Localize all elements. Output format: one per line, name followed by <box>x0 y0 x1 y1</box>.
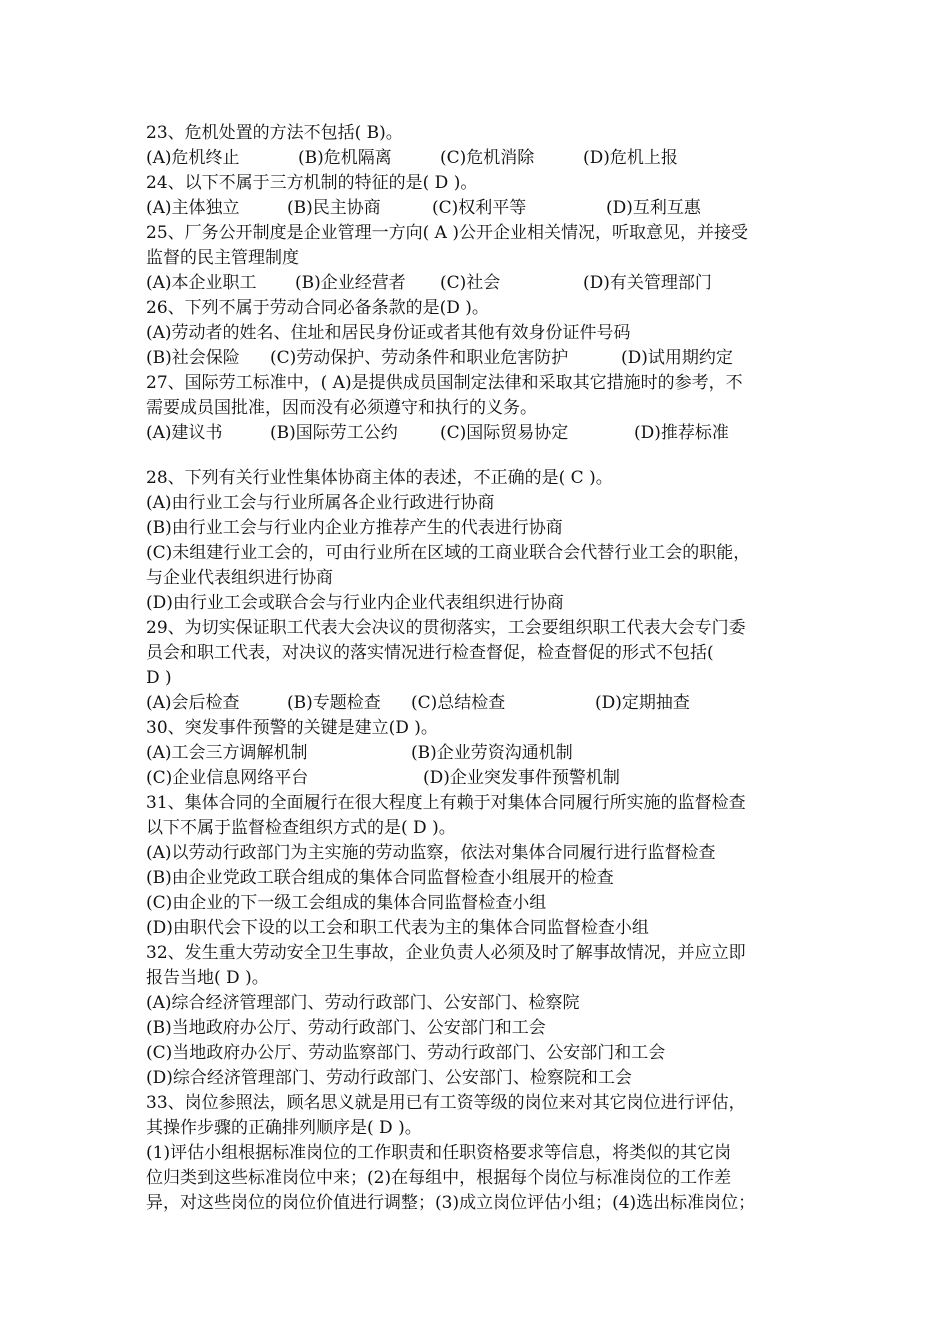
q32-stem-line2: 报告当地( D )。 <box>146 968 269 988</box>
q25-stem-line2: 监督的民主管理制度 <box>146 248 299 268</box>
q30-options-cd <box>146 766 826 791</box>
q33-stem-line2: 其操作步骤的正确排列顺序是( D )。 <box>146 1118 422 1138</box>
q30-option-c: (C)企业信息网络平台 <box>146 768 309 788</box>
q33-body-line2: 位归类到这些标准岗位中来；(2)在每组中，根据每个岗位与标准岗位的工作差 <box>146 1168 732 1188</box>
q24-option-a: (A)主体独立 <box>146 198 240 218</box>
q29-option-c: (C)总结检查 <box>411 693 506 713</box>
q26-option-c: (C)劳动保护、劳动条件和职业危害防护 <box>270 348 569 368</box>
q31-option-b: (B)由企业党政工联合组成的集体合同监督检查小组展开的检查 <box>146 868 614 888</box>
q33-stem-line1: 33、岗位参照法，顾名思义就是用已有工资等级的岗位来对其它岗位进行评估， <box>146 1093 746 1113</box>
q27-option-c: (C)国际贸易协定 <box>440 423 569 443</box>
q24-option-d: (D)互利互惠 <box>606 198 701 218</box>
q23-option-a: (A)危机终止 <box>146 148 240 168</box>
q28-option-b: (B)由行业工会与行业内企业方推荐产生的代表进行协商 <box>146 518 563 538</box>
q30-option-d: (D)企业突发事件预警机制 <box>423 768 620 788</box>
q25-option-c: (C)社会 <box>440 273 501 293</box>
q28-stem: 28、下列有关行业性集体协商主体的表述，不正确的是( C )。 <box>146 468 613 488</box>
q31-stem-line2: 以下不属于监督检查组织方式的是( D )。 <box>146 818 456 838</box>
question-list <box>146 121 826 1216</box>
q23-option-b: (B)危机隔离 <box>298 148 392 168</box>
q23-option-c: (C)危机消除 <box>440 148 535 168</box>
q27-stem-line2: 需要成员国批准，因而没有必须遵守和执行的义务。 <box>146 398 537 418</box>
q26-stem: 26、下列不属于劳动合同必备条款的是(D )。 <box>146 298 489 318</box>
q28-option-d: (D)由行业工会或联合会与行业内企业代表组织进行协商 <box>146 593 564 613</box>
q30-options-ab <box>146 741 826 766</box>
q25-options <box>146 271 826 296</box>
q23-option-d: (D)危机上报 <box>583 148 678 168</box>
q27-option-a: (A)建议书 <box>146 423 223 443</box>
q30-option-b: (B)企业劳资沟通机制 <box>411 743 573 763</box>
q31-stem-line1: 31、集体合同的全面履行在很大程度上有赖于对集体合同履行所实施的监督检查 <box>146 793 746 813</box>
q26-option-b: (B)社会保险 <box>146 348 240 368</box>
q28-option-c-line1: (C)未组建行业工会的，可由行业所在区域的工商业联合会代替行业工会的职能， <box>146 543 751 563</box>
q27-stem-line1: 27、国际劳工标准中，( A)是提供成员国制定法律和采取其它措施时的参考，不 <box>146 373 743 393</box>
q27-options <box>146 421 826 446</box>
q33-body-line3: 异，对这些岗位的岗位价值进行调整；(3)成立岗位评估小组；(4)选出标准岗位； <box>146 1193 756 1213</box>
q29-stem-line3: D ) <box>146 668 172 688</box>
q24-stem: 24、以下不属于三方机制的特征的是( D )。 <box>146 173 478 193</box>
q29-options <box>146 691 826 716</box>
q25-option-a: (A)本企业职工 <box>146 273 257 293</box>
q32-option-b: (B)当地政府办公厅、劳动行政部门、公安部门和工会 <box>146 1018 546 1038</box>
q29-option-a: (A)会后检查 <box>146 693 240 713</box>
q23-options <box>146 146 826 171</box>
q25-stem-line1: 25、厂务公开制度是企业管理一方向( A )公开企业相关情况，听取意见，并接受 <box>146 223 748 243</box>
q31-option-d: (D)由职代会下设的以工会和职工代表为主的集体合同监督检查小组 <box>146 918 649 938</box>
q29-option-d: (D)定期抽查 <box>595 693 690 713</box>
q32-option-d: (D)综合经济管理部门、劳动行政部门、公安部门、检察院和工会 <box>146 1068 632 1088</box>
blank-spacer <box>146 446 826 466</box>
q30-stem: 30、突发事件预警的关键是建立(D )。 <box>146 718 438 738</box>
q26-option-a: (A)劳动者的姓名、住址和居民身份证或者其他有效身份证件号码 <box>146 323 631 343</box>
q33-body-line1: (1)评估小组根据标准岗位的工作职责和任职资格要求等信息，将类似的其它岗 <box>146 1143 732 1163</box>
q32-stem-line1: 32、发生重大劳动安全卫生事故，企业负责人必须及时了解事故情况，并应立即 <box>146 943 746 963</box>
q26-option-d: (D)试用期约定 <box>621 348 733 368</box>
q32-option-c: (C)当地政府办公厅、劳动监察部门、劳动行政部门、公安部门和工会 <box>146 1043 666 1063</box>
q28-option-c-line2: 与企业代表组织进行协商 <box>146 568 333 588</box>
q29-stem-line1: 29、为切实保证职工代表大会决议的贯彻落实，工会要组织职工代表大会专门委 <box>146 618 746 638</box>
q26-options-bcd <box>146 346 826 371</box>
q25-option-b: (B)企业经营者 <box>295 273 406 293</box>
q29-option-b: (B)专题检查 <box>287 693 381 713</box>
q23-stem: 23、危机处置的方法不包括( B)。 <box>146 123 403 143</box>
q31-option-a: (A)以劳动行政部门为主实施的劳动监察，依法对集体合同履行进行监督检查 <box>146 843 716 863</box>
q24-option-c: (C)权利平等 <box>432 198 527 218</box>
q29-stem-line2: 员会和职工代表，对决议的落实情况进行检查督促，检查督促的形式不包括( <box>146 643 714 663</box>
q24-option-b: (B)民主协商 <box>287 198 381 218</box>
q24-options <box>146 196 826 221</box>
q27-option-d: (D)推荐标准 <box>634 423 729 443</box>
q27-option-b: (B)国际劳工公约 <box>270 423 398 443</box>
q25-option-d: (D)有关管理部门 <box>583 273 712 293</box>
q32-option-a: (A)综合经济管理部门、劳动行政部门、公安部门、检察院 <box>146 993 580 1013</box>
q31-option-c: (C)由企业的下一级工会组成的集体合同监督检查小组 <box>146 893 547 913</box>
q28-option-a: (A)由行业工会与行业所属各企业行政进行协商 <box>146 493 495 513</box>
q30-option-a: (A)工会三方调解机制 <box>146 743 308 763</box>
